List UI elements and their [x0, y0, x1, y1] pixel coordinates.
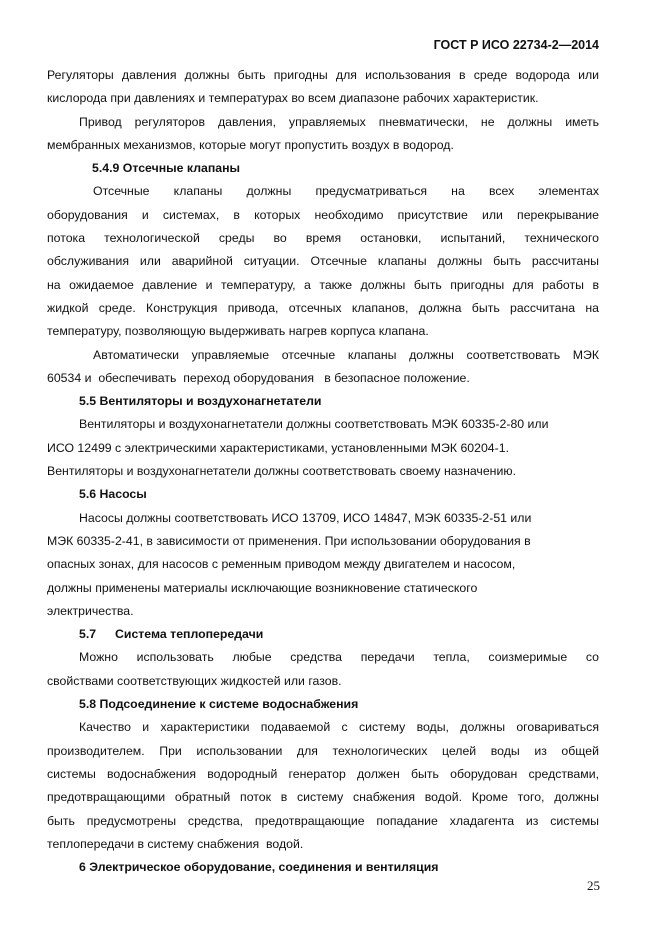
paragraph-pressure-regulators-1	[47, 64, 599, 111]
paragraph-heat-transfer	[47, 646, 599, 693]
page-number: 25	[587, 878, 600, 893]
text-line: ИСО 12499 с электрическими характеристиками, установленными МЭК 60204-1.	[47, 440, 509, 455]
text-line: оборудования и системах, в которых необходимо присутствие или перекрывание	[47, 207, 599, 222]
text-line: Вентиляторы и воздухонагнетатели должны соответствовать МЭК 60335-2-80 или	[79, 417, 549, 432]
text-line: Регуляторы давления должны быть пригодны для использования в среде водорода или	[47, 68, 599, 82]
text-line: Вентиляторы и воздухонагнетатели должны соответствовать своему назначению.	[47, 464, 516, 479]
section-heading-5-7	[47, 623, 599, 646]
paragraph-automatic-valves	[47, 344, 599, 391]
paragraph-pressure-regulators-2	[47, 111, 599, 158]
section-heading-5-5: 5.5 Вентиляторы и воздухонагнетатели	[79, 394, 322, 409]
text-line: опасных зонах, для насосов с ременным приводом между двигателем и насосом,	[47, 557, 516, 572]
paragraph-fans	[47, 413, 599, 483]
text-line: Автоматически управляемые отсечные клапаны должны соответствовать МЭК	[93, 347, 599, 362]
text-line: Качество и характеристики подаваемой с систему воды, должны оговариваться	[79, 720, 599, 735]
section-number: 5.7	[79, 627, 97, 642]
text-line: должны применены материалы исключающие возникновение статического	[47, 580, 478, 595]
text-line: 60534 и обеспечивать переход оборудования в безопасное положение.	[47, 370, 470, 385]
paragraph-shutoff-valves	[47, 180, 599, 343]
text-line: производителем. При использовании для технологических целей воды из общей	[47, 743, 599, 758]
document-header: ГОСТ Р ИСО 22734-2—2014	[433, 38, 599, 52]
text-line: температуру, позволяющую выдерживать нагрев корпуса клапана.	[47, 324, 429, 339]
text-line: МЭК 60335-2-41, в зависимости от применения. При использовании оборудования в	[47, 533, 531, 548]
text-line: кислорода при давлениях и температурах во всем диапазоне рабочих характеристик.	[47, 91, 539, 106]
section-heading-5-4-9: 5.4.9 Отсечные клапаны	[92, 161, 241, 176]
text-line: потока технологической среды во время остановки, испытаний, технического	[47, 231, 599, 246]
text-line: Насосы должны соответствовать ИСО 13709, ИСО 14847, МЭК 60335-2-51 или	[79, 510, 532, 525]
text-line: предотвращающими обратный поток в систему снабжения водой. Кроме того, должны	[47, 790, 599, 805]
text-line: жидкой среде. Конструкция привода, отсечных клапанов, должна быть рассчитана на	[47, 300, 599, 315]
section-heading-5-8: 5.8 Подсоединение к системе водоснабжения	[79, 697, 359, 712]
text-line: теплопередачи в систему снабжения водой.	[47, 836, 304, 851]
text-line: мембранных механизмов, которые могут пропустить воздух в водород.	[47, 137, 454, 152]
text-line: на ожидаемое давление и температуру, а также должны быть пригодны для работы в	[47, 277, 599, 292]
section-heading-6: 6 Электрическое оборудование, соединения и вентиляция	[79, 860, 439, 875]
text-line: Можно использовать любые средства передачи тепла, соизмеримые со	[79, 650, 599, 665]
paragraph-pumps	[47, 507, 599, 623]
text-line: обслуживания или аварийной ситуации. Отсечные клапаны должны быть рассчитаны	[47, 254, 599, 269]
text-line: быть предусмотрены средства, предотвращающие попадание хладагента из системы	[47, 813, 599, 828]
document-body	[47, 64, 599, 879]
section-heading-5-6: 5.6 Насосы	[79, 487, 147, 502]
text-line: системы водоснабжения водородный генератор должен быть оборудован средствами,	[47, 766, 599, 781]
section-title: Система теплопередачи	[115, 627, 264, 642]
text-line: свойствами соответствующих жидкостей или газов.	[47, 673, 342, 688]
text-line: Привод регуляторов давления, управляемых пневматически, не должны иметь	[79, 114, 599, 129]
text-line: Отсечные клапаны должны предусматриваться на всех элементах	[93, 184, 599, 199]
paragraph-water-supply	[47, 716, 599, 856]
text-line: электричества.	[47, 603, 134, 618]
